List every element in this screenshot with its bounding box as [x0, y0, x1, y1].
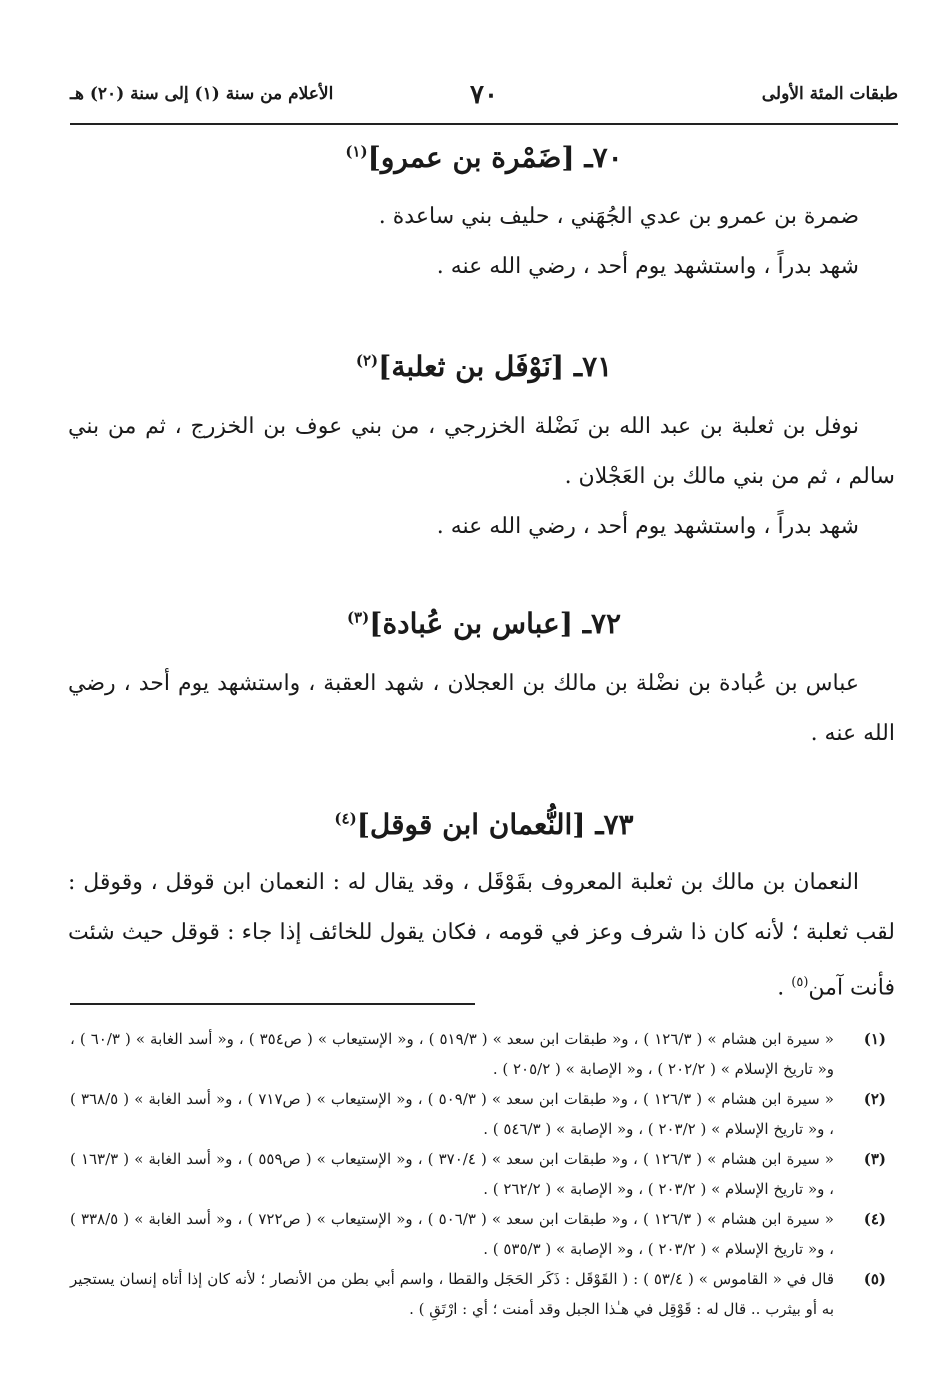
entry-body-70 — [68, 192, 895, 292]
paragraph: ضمرة بن عمرو بن عدي الجُهَني ، حليف بني ساعدة . — [378, 204, 859, 229]
footnote-ref: (٣) — [346, 608, 370, 627]
footnotes — [70, 1024, 898, 1324]
entry-number: ٧٢ـ — [582, 607, 622, 640]
footnote-number: (١) — [863, 1030, 886, 1048]
entry-name: [ضَمْرة بن عمرو] — [367, 141, 575, 174]
page-header — [70, 80, 898, 116]
entry-body-72 — [68, 659, 895, 759]
footnote — [70, 1264, 898, 1324]
footnote-number: (٢) — [863, 1090, 886, 1108]
entry-body-73 — [68, 858, 895, 1013]
paragraph: شهد بدراً ، واستشهد يوم أحد ، رضي الله عنه . — [436, 514, 859, 539]
footnote-number: (٤) — [863, 1210, 886, 1228]
entry-number: ٧٠ـ — [584, 141, 623, 174]
footnote-number: (٣) — [863, 1150, 886, 1168]
footnote — [70, 1024, 898, 1084]
footnote-text: « سيرة ابن هشام » ( ١٢٦/٣ ) ، و« طبقات ابن سعد » ( ٣٧٠/٤ ) ، و« الإستيعاب » ( ص٥٥٩ ) ، و« أسد الغابة » ( ١٦٣/٣ ) ، و« تاريخ الإسلام » ( ٢٠٣/٢ ) ، و« الإصابة » ( ٢٦٢/٢ ) . — [70, 1150, 834, 1198]
entry-title-70 — [70, 141, 898, 174]
footnote-ref: (٢) — [355, 351, 379, 370]
entry-title-71 — [70, 350, 898, 383]
footnote-text: « سيرة ابن هشام » ( ١٢٦/٣ ) ، و« طبقات ابن سعد » ( ٥١٩/٣ ) ، و« الإستيعاب » ( ص٣٥٤ ) ، و« أسد الغابة » ( ٦٠/٣ ) ، و« تاريخ الإسلام » ( ٢٠٢/٢ ) ، و« الإصابة » ( ٢٠٥/٢ ) . — [70, 1030, 834, 1078]
entry-number: ٧٣ـ — [595, 808, 634, 841]
footnote-text: « سيرة ابن هشام » ( ١٢٦/٣ ) ، و« طبقات ابن سعد » ( ٥٠٩/٣ ) ، و« الإستيعاب » ( ص٧١٧ ) ، و« أسد الغابة » ( ٣٦٨/٥ ) ، و« تاريخ الإسلام » ( ٢٠٣/٢ ) ، و« الإصابة » ( ٥٤٦/٣ ) . — [70, 1090, 834, 1138]
paragraph: شهد بدراً ، واستشهد يوم أحد ، رضي الله عنه . — [436, 254, 859, 279]
book-title: طبقات المئة الأولى — [761, 84, 898, 104]
page-number: ٧٠ — [470, 80, 498, 110]
entry-number: ٧١ـ — [573, 350, 613, 383]
footnote-number: (٥) — [863, 1270, 886, 1288]
entry-title-72 — [70, 607, 898, 640]
paragraph: نوفل بن ثعلبة بن عبد الله بن نَضْلة الخزرجي ، من بني عوف بن الخزرج ، ثم من بني سالم ، ثم من بني مالك بن العَجْلان . — [68, 414, 895, 489]
footnote-divider — [70, 1003, 475, 1005]
footnote — [70, 1144, 898, 1204]
footnote-ref: (١) — [345, 142, 368, 161]
footnote-text: قال في « القاموس » ( ٥٣/٤ ) : ( القَوْقَل : ذَكَر الحَجَل والقطا ، واسم أبي بطن من الأنصار ؛ لأنه كان إذا أتاه إنسان يستجير به أو بيثرب .. قال له : قَوْقِل في هـٰذا الجبل وقد أمنت ؛ أي : ارْتَقِ ) . — [70, 1270, 834, 1318]
footnote-text: « سيرة ابن هشام » ( ١٢٦/٣ ) ، و« طبقات ابن سعد » ( ٥٠٦/٣ ) ، و« الإستيعاب » ( ص٧٢٢ ) ، و« أسد الغابة » ( ٣٣٨/٥ ) ، و« تاريخ الإسلام » ( ٢٠٣/٢ ) ، و« الإصابة » ( ٥٣٥/٣ ) . — [70, 1210, 834, 1258]
footnote-ref: (٥) — [791, 975, 809, 990]
paragraph-end: . — [777, 975, 792, 1001]
footnote — [70, 1204, 898, 1264]
footnote-ref: (٤) — [334, 809, 357, 828]
entry-body-71 — [68, 402, 895, 552]
volume-range: الأعلام من سنة (١) إلى سنة (٢٠) هـ — [70, 84, 334, 104]
footnote — [70, 1084, 898, 1144]
paragraph-text: النعمان بن مالك بن ثعلبة المعروف بقَوْقَل ، وقد يقال له : النعمان ابن قوقل ، وقوقل : لقب ثعلبة ؛ لأنه كان ذا شرف وعز في قومه ، فكان يقول للخائف إذا جاء : قوقل حيث شئت فأنت آمن — [68, 870, 895, 1001]
entry-name: [النُّعمان ابن قوقل] — [356, 808, 586, 841]
header-divider — [70, 123, 898, 125]
entry-title-73 — [70, 808, 898, 841]
paragraph — [68, 858, 895, 1013]
entry-name: [عباس بن عُبادة] — [369, 607, 574, 640]
paragraph: عباس بن عُبادة بن نضْلة بن مالك بن العجلان ، شهد العقبة ، واستشهد يوم أحد ، رضي الله عنه . — [68, 671, 895, 746]
entry-name: [نَوْفَل بن ثعلبة] — [378, 350, 565, 383]
